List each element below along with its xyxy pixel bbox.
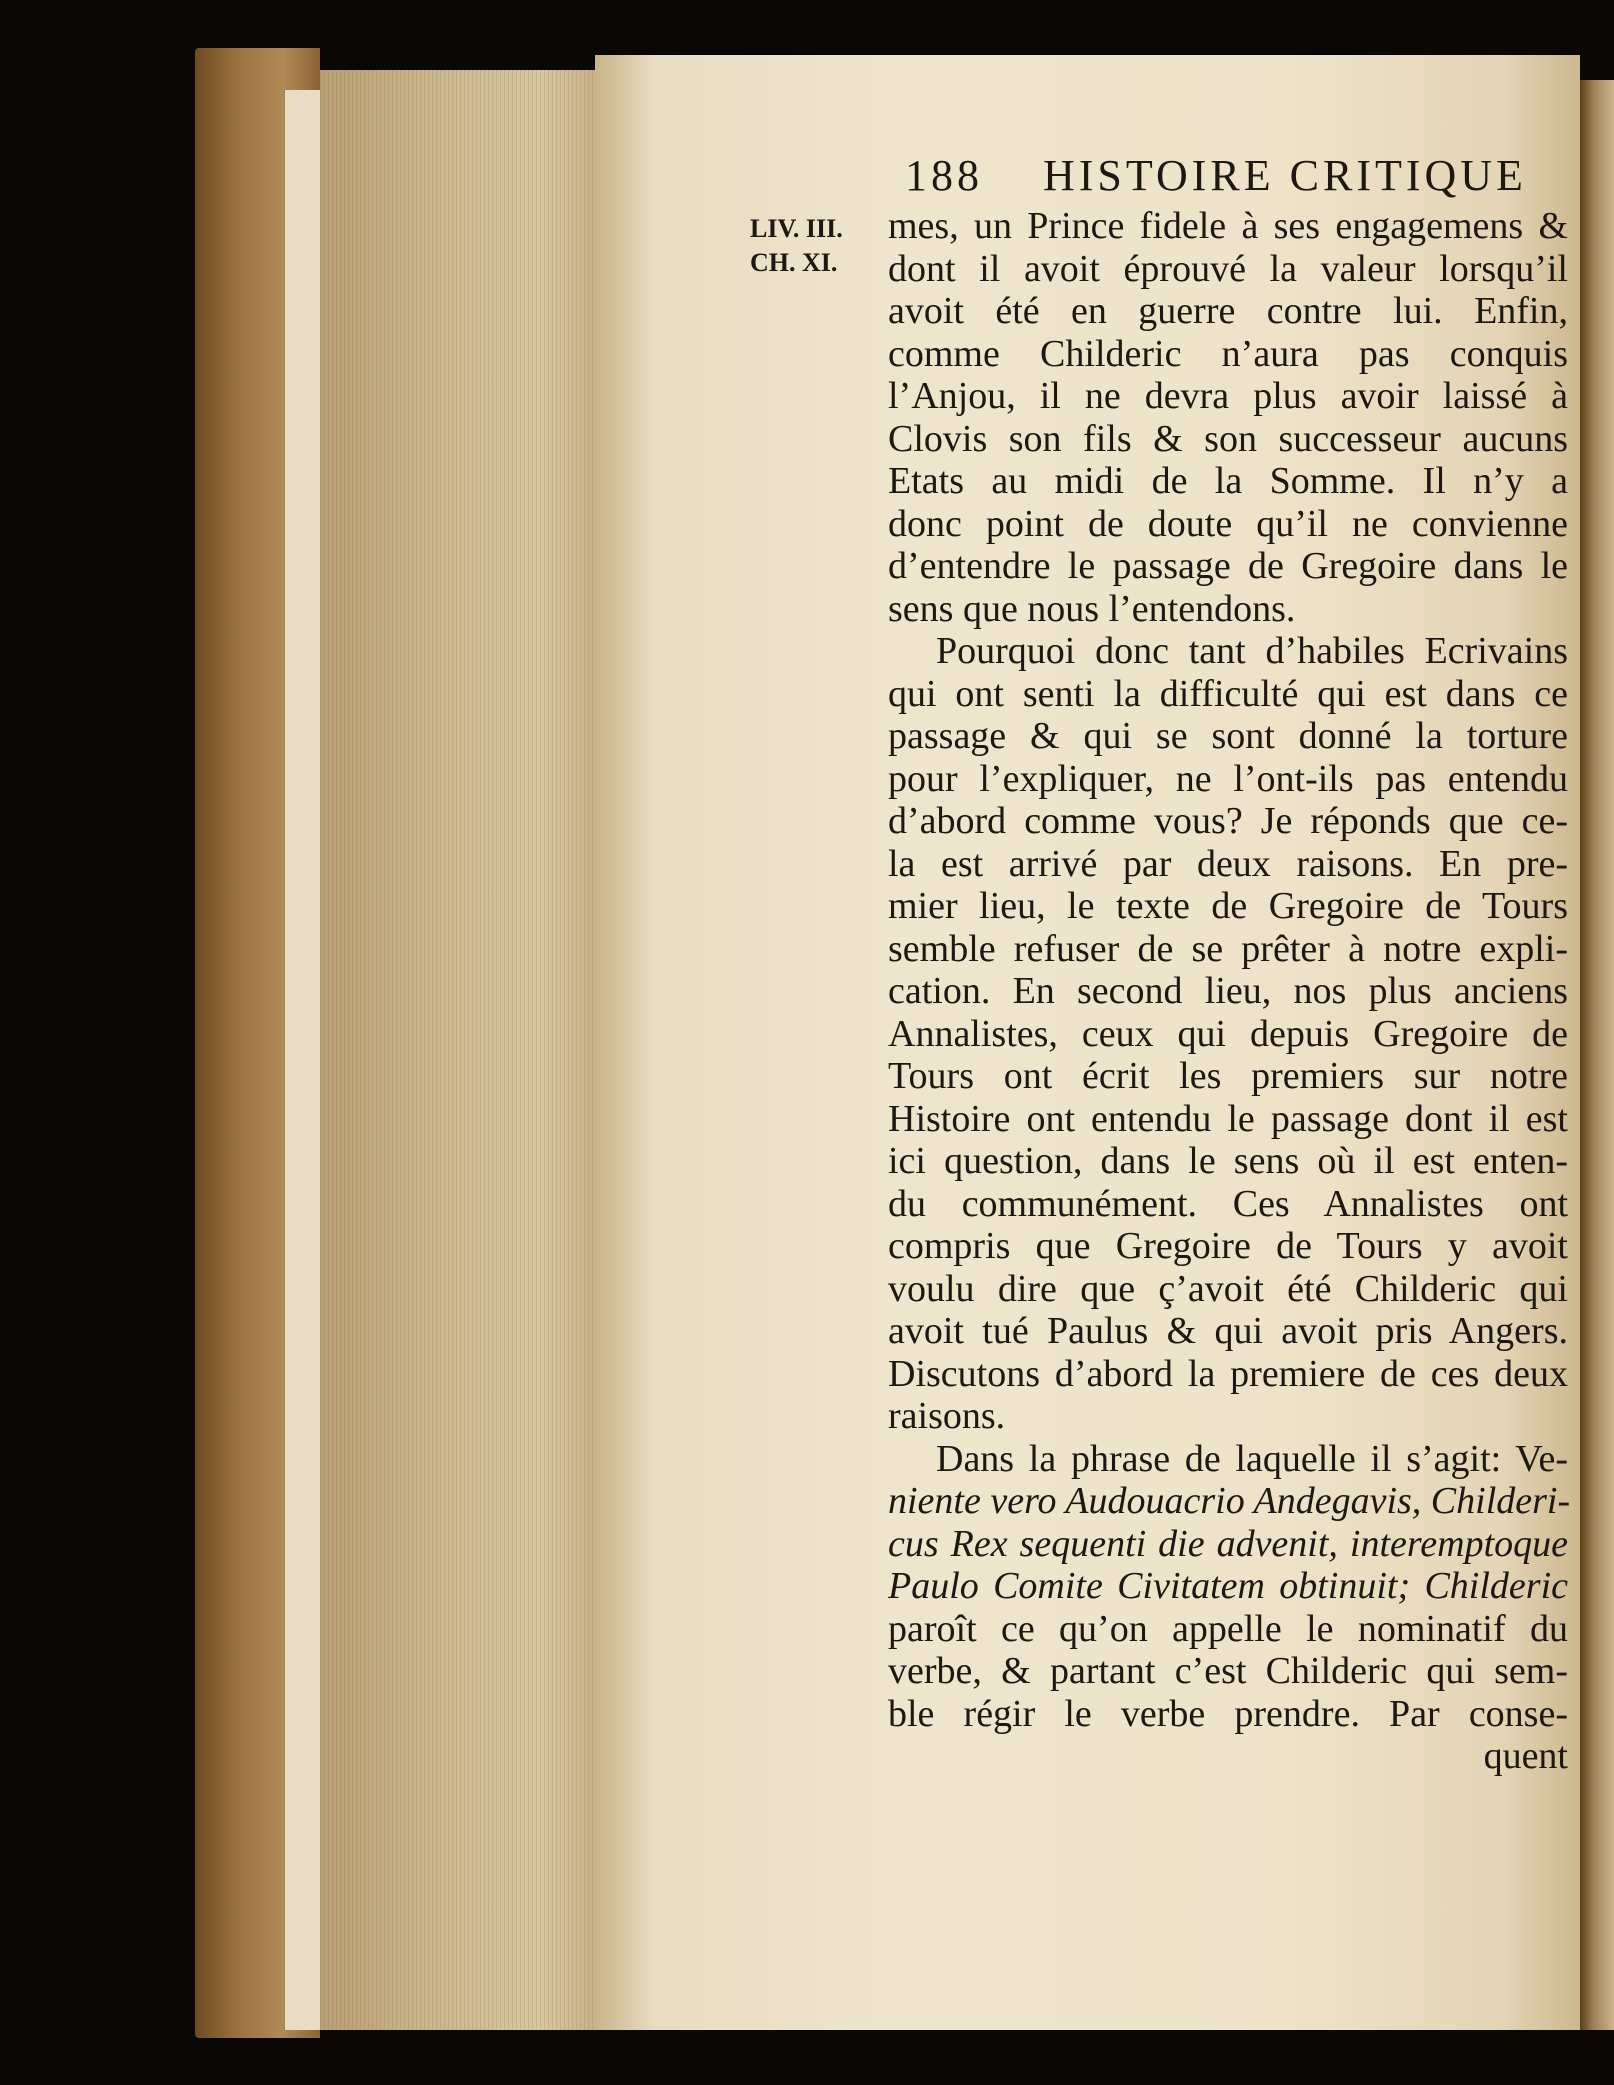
running-title: HISTOIRE CRITIQUE bbox=[1043, 151, 1527, 200]
text-line: sens que nous l’entendons. bbox=[888, 587, 1296, 630]
text-line: dont il avoit éprouvé la valeur lorsqu’il bbox=[888, 247, 1568, 290]
text-line: Annalistes, ceux qui depuis Gregoire de bbox=[888, 1012, 1568, 1055]
text-line: du communément. Ces Annalistes ont bbox=[888, 1182, 1568, 1225]
page-number: 188 bbox=[905, 151, 983, 200]
text-line: mes, un Prince fidele à ses engagemens & bbox=[888, 205, 1568, 247]
page-edges bbox=[320, 70, 595, 2030]
text-line: donc point de doute qu’il ne convienne bbox=[888, 502, 1568, 545]
text-line: Etats au midi de la Somme. Il n’y a bbox=[888, 460, 1568, 502]
text-line: avoit tué Paulus & qui avoit pris Angers. bbox=[888, 1310, 1568, 1352]
text-line: comme Childeric n’aura pas conquis bbox=[888, 332, 1568, 375]
cover-inner-edge bbox=[285, 90, 325, 2030]
text-line: Dans la phrase de laquelle il s’agit: Ve- bbox=[936, 1437, 1568, 1480]
catchword: quent bbox=[1483, 1735, 1568, 1777]
text-line: raisons. bbox=[888, 1395, 1006, 1437]
text-line: Tours ont écrit les premiers sur notre bbox=[888, 1055, 1568, 1097]
text-line: mier lieu, le texte de Gregoire de Tours bbox=[888, 885, 1568, 927]
text-line: semble refuser de se prêter à notre expli- bbox=[888, 927, 1568, 970]
text-line: ici question, dans le sens où il est enten- bbox=[888, 1140, 1568, 1182]
text-line: paroît ce qu’on appelle le nominatif du bbox=[888, 1607, 1568, 1650]
text-line: d’abord comme vous? Je réponds que ce- bbox=[888, 800, 1568, 842]
text-line: cation. En second lieu, nos plus anciens bbox=[888, 970, 1568, 1012]
text-line: voulu dire que ç’avoit été Childeric qui bbox=[888, 1267, 1568, 1310]
text-line: pour l’expliquer, ne l’ont-ils pas entendu bbox=[888, 757, 1568, 800]
body-text bbox=[888, 205, 1571, 1778]
text-line: cus Rex sequenti die advenit, interemptoque bbox=[888, 1522, 1568, 1565]
next-page-sliver bbox=[1580, 80, 1614, 2030]
text-line: niente vero Audouacrio Andegavis, Childeri- bbox=[888, 1480, 1571, 1522]
margin-book: LIV. III. bbox=[750, 214, 843, 243]
margin-chapter: CH. XI. bbox=[750, 248, 838, 277]
text-line: d’entendre le passage de Gregoire dans le bbox=[888, 545, 1568, 587]
text-line: compris que Gregoire de Tours y avoit bbox=[888, 1225, 1568, 1267]
text-line: verbe, & partant c’est Childeric qui sem- bbox=[888, 1650, 1568, 1692]
text-line: Histoire ont entendu le passage dont il est bbox=[888, 1097, 1568, 1140]
text-line: ble régir le verbe prendre. Par conse- bbox=[888, 1692, 1568, 1735]
text-line: Paulo Comite Civitatem obtinuit; Childeric bbox=[888, 1565, 1568, 1607]
text-line: Discutons d’abord la premiere de ces deux bbox=[888, 1352, 1568, 1395]
text-line: la est arrivé par deux raisons. En pre- bbox=[888, 842, 1568, 885]
text-line: l’Anjou, il ne devra plus avoir laissé à bbox=[888, 375, 1568, 417]
running-head bbox=[905, 150, 1527, 201]
text-line: avoit été en guerre contre lui. Enfin, bbox=[888, 290, 1568, 332]
margin-note bbox=[750, 212, 843, 280]
text-line: passage & qui se sont donné la torture bbox=[888, 715, 1568, 757]
text-line: Clovis son fils & son successeur aucuns bbox=[888, 417, 1568, 460]
text-line: qui ont senti la difficulté qui est dans ce bbox=[888, 672, 1568, 715]
text-line: Pourquoi donc tant d’habiles Ecrivains bbox=[936, 630, 1568, 672]
